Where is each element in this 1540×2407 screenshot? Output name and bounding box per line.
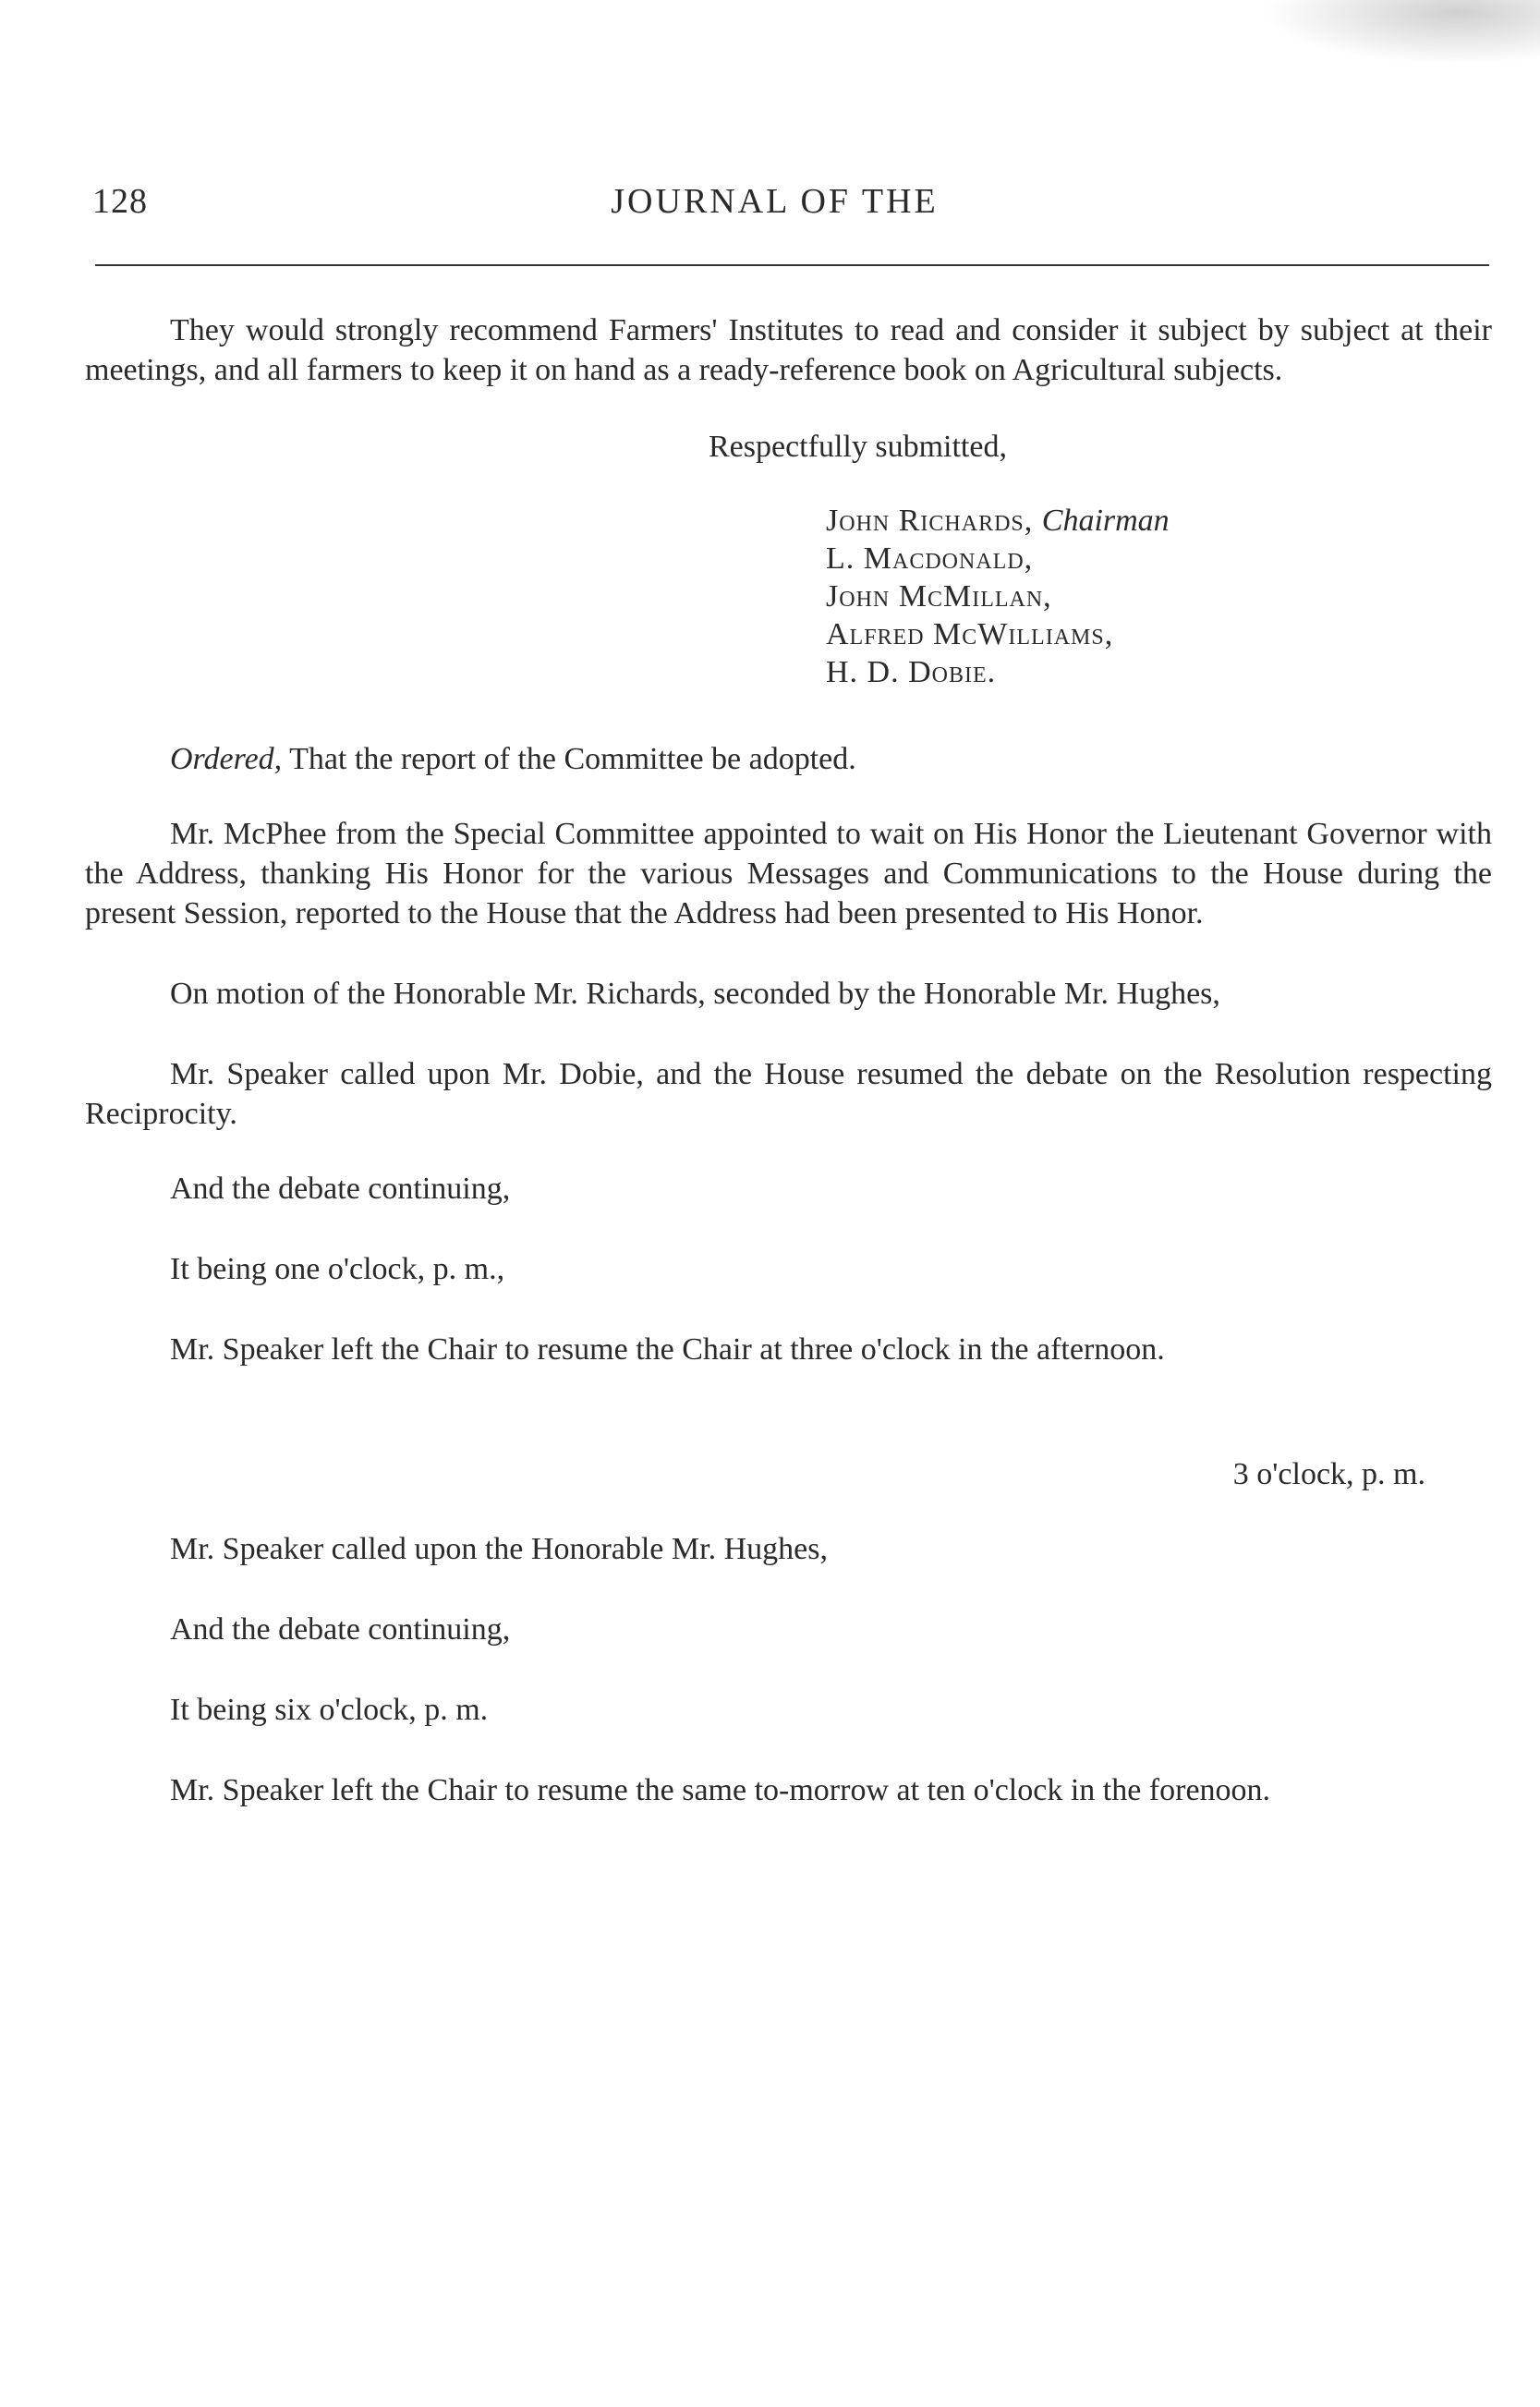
speaker-hughes-paragraph: Mr. Speaker called upon the Honorable Mr. Hughes, — [170, 1532, 828, 1566]
ordered-label: Ordered, — [170, 742, 283, 776]
signatory-line — [826, 615, 1492, 653]
signatory-name: John Richards, — [826, 504, 1034, 538]
signatory-name: John McMillan, — [826, 579, 1052, 614]
signatory-line — [826, 540, 1492, 577]
three-oclock-heading: 3 o'clock, p. m. — [1232, 1457, 1425, 1491]
page-number: 128 — [92, 182, 148, 221]
page-smudge — [1263, 0, 1540, 65]
page-body — [85, 310, 1492, 1810]
ordered-text: That the report of the Committee be adopted. — [282, 742, 856, 776]
mcphee-paragraph: Mr. McPhee from the Special Committee appointed to wait on His Honor the Lieutenant Governor with the Address, thanking His Honor for the various Messages and Communications to the House during the present Session, reported to the House that the Address had been presented to His Honor. — [85, 817, 1492, 930]
recommendation-paragraph: They would strongly recommend Farmers' Institutes to read and consider it subject by subject at their meetings, and all farmers to keep it on hand as a ready-reference book on Agricultural subjects. — [85, 313, 1492, 387]
one-oclock-line: It being one o'clock, p. m., — [170, 1252, 505, 1286]
signatory-line — [826, 577, 1492, 615]
respectfully-submitted: Respectfully submitted, — [709, 430, 1007, 464]
signatory-name: Alfred McWilliams, — [826, 617, 1114, 651]
six-oclock-line: It being six o'clock, p. m. — [170, 1693, 489, 1727]
signatory-line — [826, 653, 1492, 691]
signatory-line — [826, 502, 1492, 540]
debate-continuing-1: And the debate continuing, — [170, 1172, 511, 1206]
header-rule — [95, 264, 1489, 266]
running-title: JOURNAL OF THE — [611, 182, 939, 221]
left-chair-paragraph-1: Mr. Speaker left the Chair to resume the Chair at three o'clock in the afternoon. — [170, 1332, 1165, 1367]
motion-paragraph: On motion of the Honorable Mr. Richards, seconded by the Honorable Mr. Hughes, — [170, 977, 1220, 1011]
signatory-name: L. Macdonald, — [826, 541, 1034, 576]
ordered-paragraph — [85, 739, 1492, 779]
page-header — [92, 181, 1489, 237]
signatory-list — [826, 502, 1492, 691]
speaker-dobie-paragraph: Mr. Speaker called upon Mr. Dobie, and the House resumed the debate on the Resolution respecting Reciprocity. — [85, 1057, 1492, 1131]
signatory-role: Chairman — [1041, 504, 1170, 538]
left-chair-paragraph-2: Mr. Speaker left the Chair to resume the same to-morrow at ten o'clock in the forenoon. — [170, 1773, 1271, 1807]
debate-continuing-2: And the debate continuing, — [170, 1612, 511, 1647]
signatory-name: H. D. Dobie. — [826, 655, 997, 689]
